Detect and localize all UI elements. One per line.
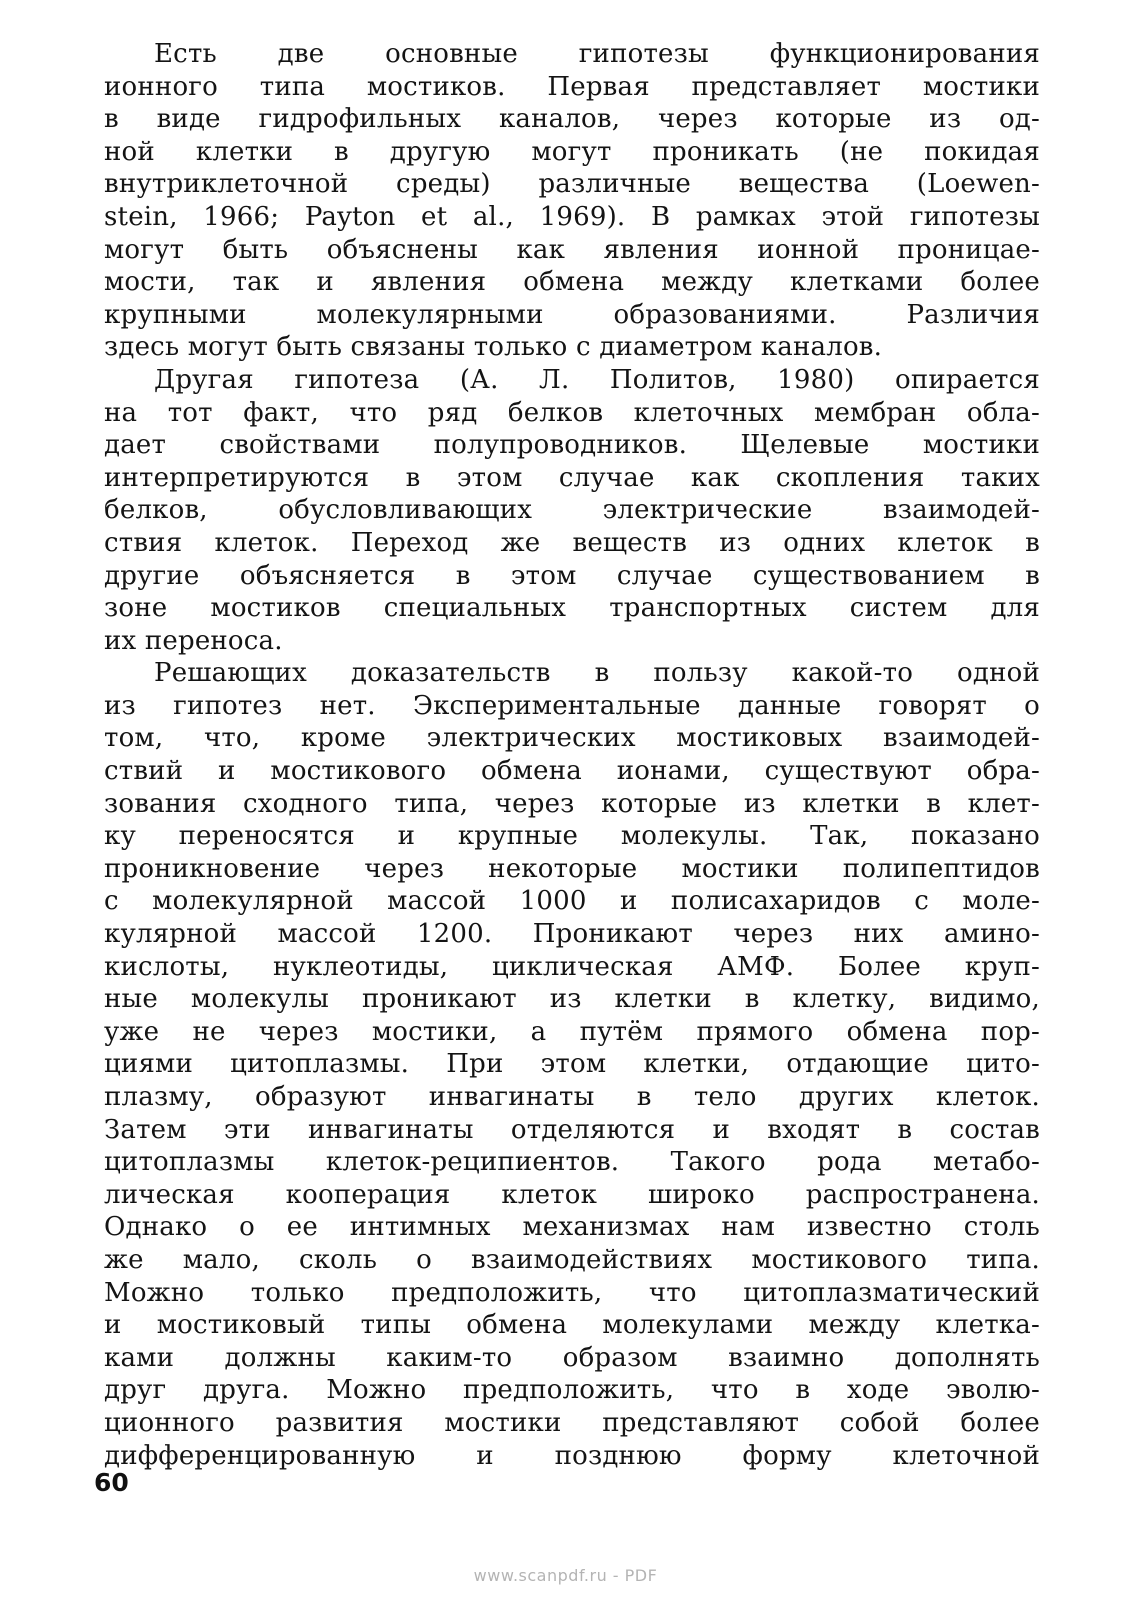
text-line: Есть две основные гипотезы функционирования [154,39,1040,69]
text-line: и мостиковый типы обмена молекулами между клетка- [104,1310,1040,1341]
text-line: кислоты, нуклеотиды, циклическая АМФ. Более круп- [104,951,1040,982]
text-line: на тот факт, что ряд белков клеточных мембран обла- [104,397,1040,428]
text-line: дает свойствами полупроводников. Щелевые мостики [104,430,1040,461]
text-line: ионного типа мостиков. Первая представляет мостики [104,71,1040,102]
text-line: в виде гидрофильных каналов, через которые из од- [104,104,1040,135]
text-line: Затем эти инвагинаты отделяются и входят в состав [104,1114,1040,1145]
text-line: уже не через мостики, а путём прямого обмена пор- [104,1016,1040,1047]
text-line: внутриклеточной среды) различные вещества (Loewen- [104,169,1040,200]
text-line: цитоплазмы клеток-реципиентов. Такого рода метабо- [104,1147,1040,1178]
text-line: ствия клеток. Переход же веществ из одних клеток в [104,527,1040,558]
text-line: мости, так и явления обмена между клетками более [104,267,1040,298]
text-line: здесь могут быть связаны только с диаметром каналов. [104,332,883,363]
watermark[interactable]: www.scanpdf.ru - PDF [473,1566,658,1585]
text-line: друг друга. Можно предположить, что в ходе эволю- [104,1375,1040,1406]
text-line: могут быть объяснены как явления ионной проницае- [104,234,1040,265]
text-line: из гипотез нет. Экспериментальные данные говорят о [104,690,1040,721]
text-line: ционного развития мостики представляют собой более [104,1407,1040,1438]
text-line: ствий и мостикового обмена ионами, существуют обра- [104,756,1040,787]
text-line: ной клетки в другую могут проникать (не покидая [104,136,1040,167]
text-line: Другая гипотеза (А. Л. Политов, 1980) опирается [154,364,1040,395]
text-line: Однако о ее интимных механизмах нам известно столь [104,1212,1040,1243]
text-line: с молекулярной массой 1000 и полисахаридов с моле- [104,886,1040,917]
text-line: ку переносятся и крупные молекулы. Так, показано [104,821,1040,852]
text-line: лическая кооперация клеток широко распространена. [104,1179,1040,1210]
text-line: проникновение через некоторые мостики полипептидов [104,853,1040,884]
text-line: ками должны каким-то образом взаимно дополнять [104,1342,1040,1373]
text-line: крупными молекулярными образованиями. Различия [104,299,1040,330]
paragraph-1 [104,38,1040,364]
text-line: плазму, образуют инвагинаты в тело других клеток. [104,1082,1040,1112]
text-line: дифференцированную и позднюю форму клеточной [104,1440,1040,1471]
text-line: циями цитоплазмы. При этом клетки, отдающие цито- [104,1049,1040,1080]
text-line: другие объясняется в этом случае существованием в [104,560,1040,591]
text-line: интерпретируются в этом случае как скопления таких [104,462,1040,493]
text-line: Решающих доказательств в пользу какой-то одной [154,658,1040,689]
text-line: Можно только предположить, что цитоплазматический [104,1277,1040,1308]
page-number: 60 [94,1468,129,1497]
paragraph-3 [104,657,1040,1472]
text-line: белков, обусловливающих электрические взаимодей- [104,495,1040,526]
text-line: кулярной массой 1200. Проникают через них амино- [104,919,1040,950]
text-line: их переноса. [104,625,283,656]
page-body [104,38,1040,1472]
paragraph-2 [104,364,1040,657]
text-line: stein, 1966; Payton et al., 1969). В рамках этой гипотезы [104,201,1040,232]
text-line: же мало, сколь о взаимодействиях мостикового типа. [104,1244,1040,1275]
text-line: зования сходного типа, через которые из клетки в клет- [104,788,1040,819]
text-line: ные молекулы проникают из клетки в клетку, видимо, [104,984,1040,1015]
text-line: зоне мостиков специальных транспортных систем для [104,593,1040,624]
text-line: том, что, кроме электрических мостиковых взаимодей- [104,723,1040,754]
